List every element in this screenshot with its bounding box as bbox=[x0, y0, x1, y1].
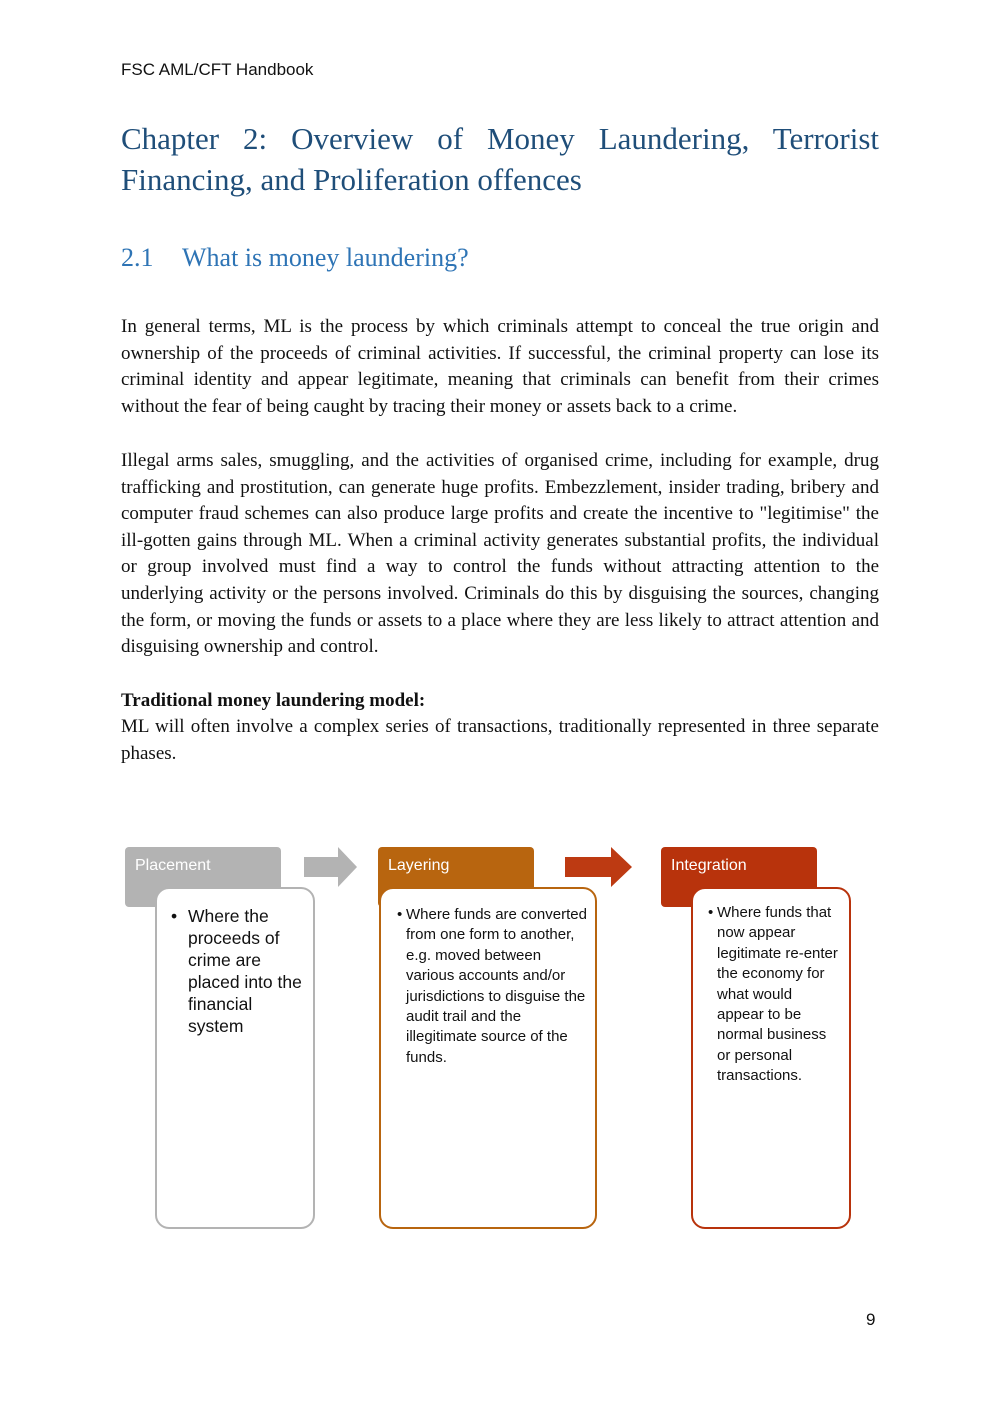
arrow-shape-1 bbox=[304, 847, 357, 887]
paragraph-profits: Illegal arms sales, smuggling, and the activities of organised crime, including for example, drug trafficking and prostitution, can generate huge profits. Embezzlement, insider trading, bribery and computer fraud schemes can also produce large profits and create the incentive to "legitimise" the ill-gotten gains through ML. When a criminal activity generates substantial profits, the individual or group involved must find a way to control the funds without attracting attention to the underlying activity or the persons involved. Criminals do this by disguising the sources, changing the form, or moving the funds or assets to a place where they are less likely to attract attention and disguising ownership and control. bbox=[121, 450, 879, 658]
phase-label-integration: Integration bbox=[671, 857, 747, 874]
phase-bullet-placement: • Where the proceeds of crime are placed into the financial system bbox=[171, 906, 302, 1036]
phase-bullet-integration: • Where funds that now appear legitimate re-enter the economy for what would appear to be normal business or personal transactions. bbox=[708, 904, 838, 1085]
phase-card-layering bbox=[379, 887, 597, 1229]
model-intro: ML will often involve a complex series of transactions, traditionally represented in three separate phases. bbox=[121, 716, 879, 764]
phase-card-placement bbox=[155, 887, 315, 1229]
phase-label-layering: Layering bbox=[388, 857, 450, 874]
paragraph-definition: In general terms, ML is the process by which criminals attempt to conceal the true origin and ownership of the proceeds of criminal activities. If successful, the criminal property can lose its criminal identity and appear legitimate, meaning that criminals can benefit from their crimes without the fear of being caught by tracing their money or assets back to a crime. bbox=[121, 316, 879, 417]
running-header: FSC AML/CFT Handbook bbox=[121, 60, 314, 79]
arrow-icon-placement-to-layering bbox=[304, 847, 358, 887]
phase-bullet-layering: • Where funds are converted from one form to another, e.g. moved between various accounts and/or jurisdictions to disguise the audit trail and the illegitimate source of the funds. bbox=[397, 906, 587, 1066]
arrow-icon-layering-to-integration bbox=[565, 847, 633, 887]
section-title: What is money laundering? bbox=[182, 243, 469, 272]
phase-label-placement: Placement bbox=[135, 857, 211, 874]
section-number: 2.1 bbox=[121, 243, 154, 272]
chapter-title: Chapter 2: Overview of Money Laundering, Terrorist Financing, and Proliferation offences bbox=[121, 121, 879, 197]
page-number: 9 bbox=[866, 1310, 876, 1329]
phase-card-integration bbox=[691, 887, 851, 1229]
model-heading: Traditional money laundering model: bbox=[121, 690, 426, 711]
arrow-shape-2 bbox=[565, 847, 632, 887]
section-heading bbox=[121, 241, 469, 275]
